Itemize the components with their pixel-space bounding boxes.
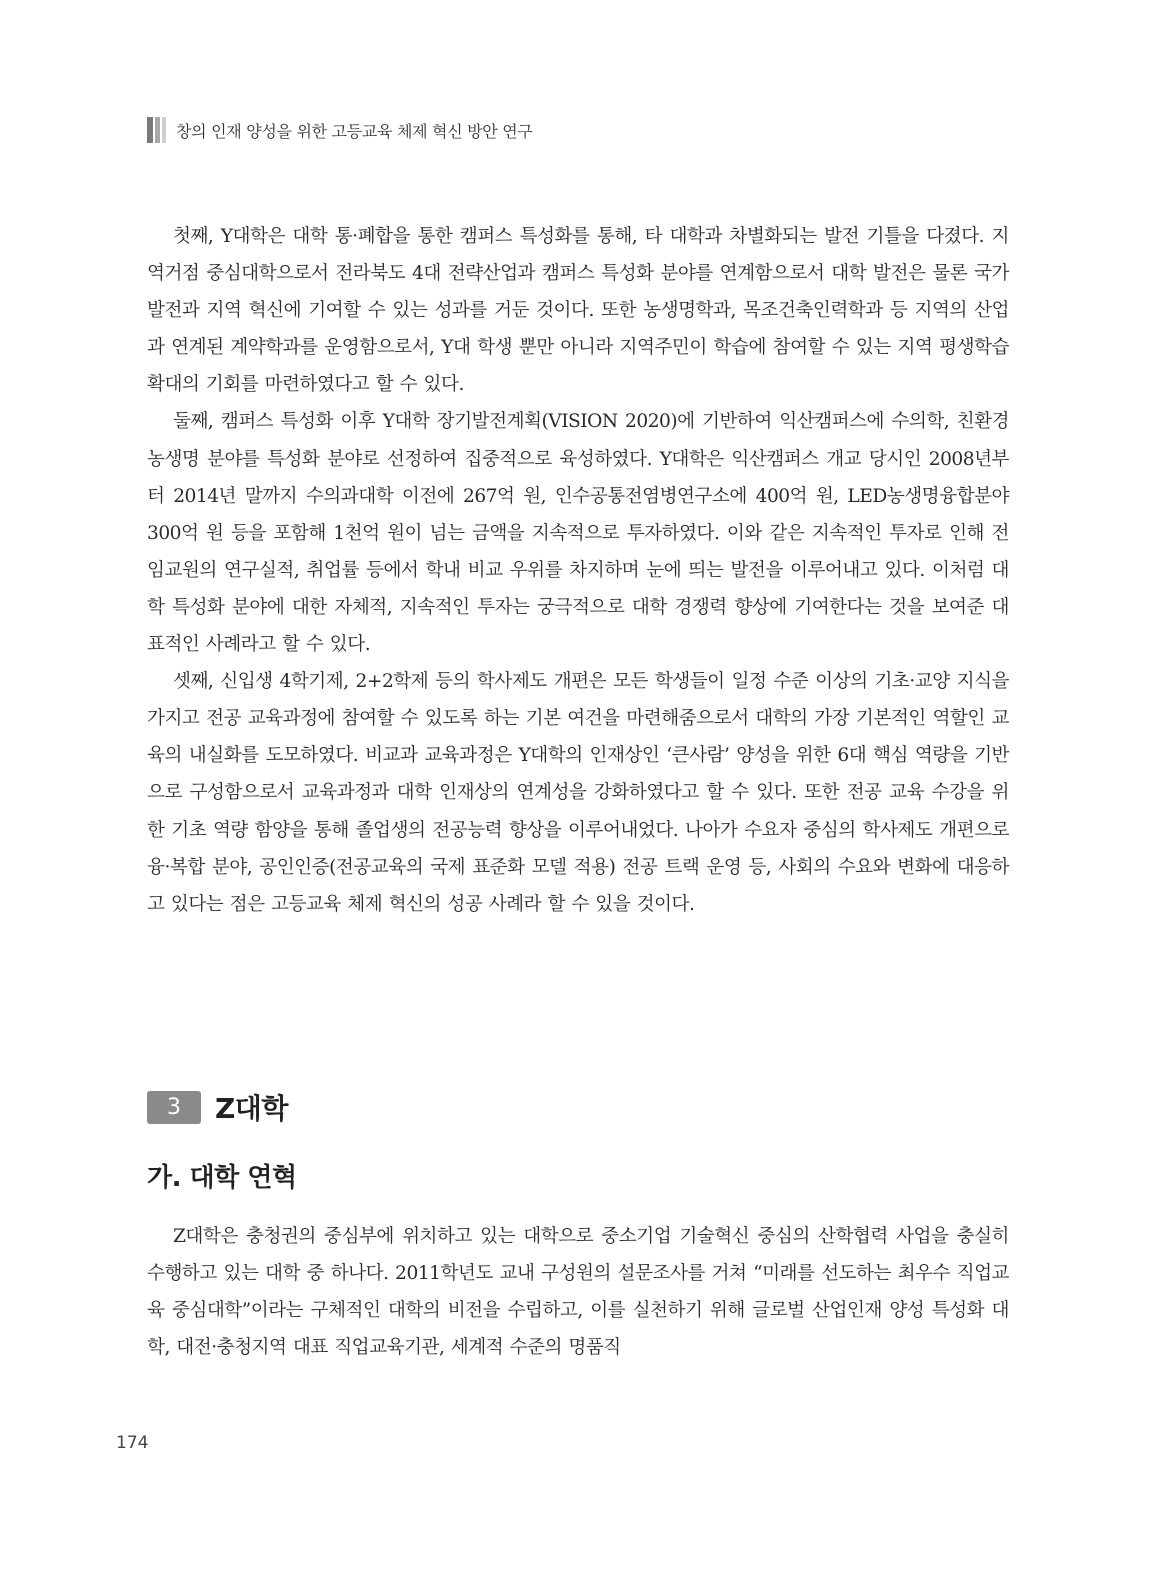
running-header-title: 창의 인재 양성을 위한 고등교육 체제 혁신 방안 연구 (176, 121, 533, 141)
paragraph-third: 셋째, 신입생 4학기제, 2+2학제 등의 학사제도 개편은 모든 학생들이 일정 수준 이상의 기초·교양 지식을 가지고 전공 교육과정에 참여할 수 있도록 하는 기본 여건을 마련해줌으로서 대학의 가장 기본적인 역할인 교육의 내실화를 도모하였다. 비교과 교육과정은 Y대학의 인재상인 ‘큰사람’ 양성을 위한 6대 핵심 역량을 기반으로 구성함으로서 교육과정과 대학 인재상의 연계성을 강화하였다고 할 수 있다. 또한 전공 교육 수강을 위한 기초 역량 함양을 통해 졸업생의 전공능력 향상을 이루어내었다. 나아가 수요자 중심의 학사제도 개편으로 융·복합 분야, 공인인증(전공교육의 국제 표준화 모델 적용) 전공 트랙 운영 등, 사회의 수요와 변화에 대응하고 있다는 점은 고등교육 체제 혁신의 성공 사례라 할 수 있을 것이다. (147, 671, 1009, 915)
page-number: 174 (116, 1433, 149, 1453)
running-header (147, 117, 533, 143)
section-heading (147, 1087, 288, 1127)
body-text-bottom (147, 1218, 1009, 1366)
paragraph-second: 둘째, 캠퍼스 특성화 이후 Y대학 장기발전계획(VISION 2020)에 기반하여 익산캠퍼스에 수의학, 친환경농생명 분야를 특성화 분야로 선정하여 집중적으로 육성하였다. Y대학은 익산캠퍼스 개교 당시인 2008년부터 2014년 말까지 수의과대학 이전에 267억 원, 인수공통전염병연구소에 400억 원, LED농생명융합분야 300억 원 등을 포함해 1천억 원이 넘는 금액을 지속적으로 투자하였다. 이와 같은 지속적인 투자로 인해 전임교원의 연구실적, 취업률 등에서 학내 비교 우위를 차지하며 눈에 띄는 발전을 이루어내고 있다. 이처럼 대학 특성화 분야에 대한 자체적, 지속적인 투자는 궁극적으로 대학 경쟁력 향상에 기여한다는 것을 보여준 대표적인 사례라고 할 수 있다. (147, 411, 1009, 656)
paragraph-first: 첫째, Y대학은 대학 통·폐합을 통한 캠퍼스 특성화를 통해, 타 대학과 차별화되는 발전 기틀을 다졌다. 지역거점 중심대학으로서 전라북도 4대 전략산업과 캠퍼스 특성화 분야를 연계함으로서 대학 발전은 물론 국가 발전과 지역 혁신에 기여할 수 있는 성과를 거둔 것이다. 또한 농생명학과, 목조건축인력학과 등 지역의 산업과 연계된 계약학과를 운영함으로서, Y대 학생 뿐만 아니라 지역주민이 학습에 참여할 수 있는 지역 평생학습 확대의 기회를 마련하였다고 할 수 있다. (147, 226, 1009, 396)
section-number-badge: 3 (147, 1091, 201, 1124)
body-text-top (147, 218, 1009, 923)
paragraph-z-university: Z대학은 충청권의 중심부에 위치하고 있는 대학으로 중소기업 기술혁신 중심의 산학협력 사업을 충실히 수행하고 있는 대학 중 하나다. 2011학년도 교내 구성원의 설문조사를 거쳐 “미래를 선도하는 최우수 직업교육 중심대학”이라는 구체적인 대학의 비전을 수립하고, 이를 실천하기 위해 글로벌 산업인재 양성 특성화 대학, 대전·충청지역 대표 직업교육기관, 세계적 수준의 명품직 (147, 1226, 1009, 1359)
subsection-title: 가. 대학 연혁 (147, 1163, 297, 1193)
header-bars-icon (147, 117, 166, 143)
section-title: Z대학 (215, 1092, 288, 1125)
